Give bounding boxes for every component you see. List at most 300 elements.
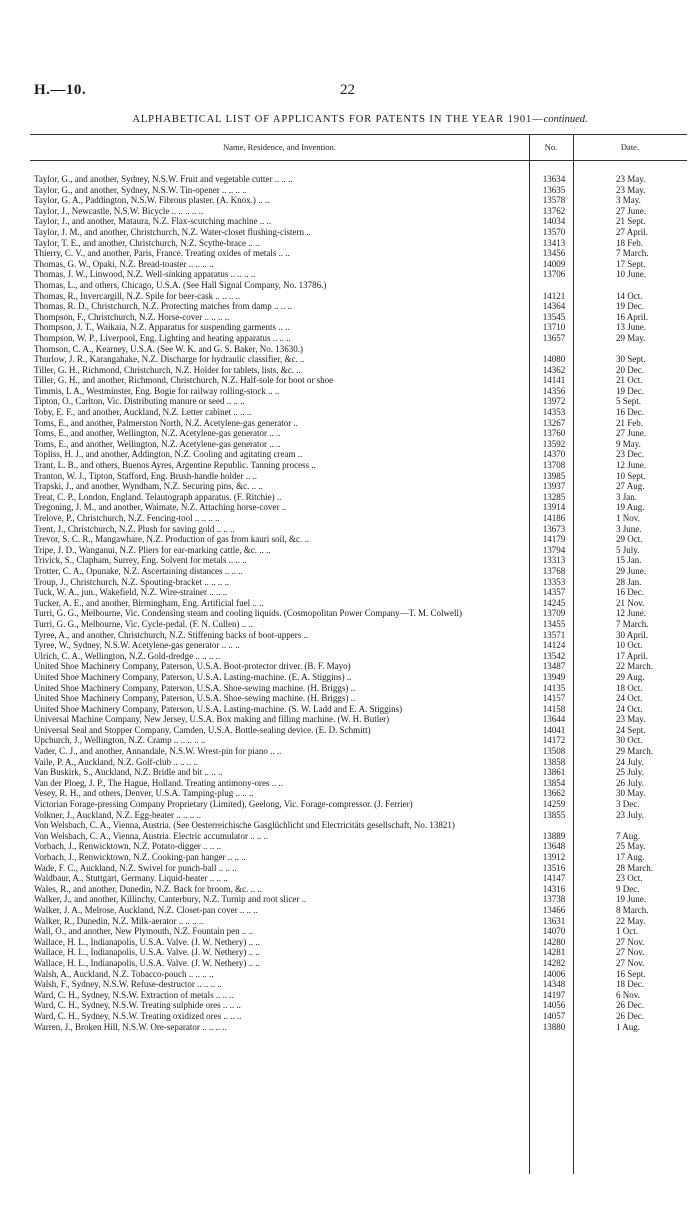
patent-number: 14141	[542, 375, 566, 386]
applicant-entry: Trevor, S. C. R., Mangawhare, N.Z. Production of gas from kauri soil, &c. ..	[34, 534, 310, 545]
patent-date: 29 Aug.	[616, 671, 645, 682]
patent-number: 13508	[542, 746, 566, 757]
patent-number: 14158	[542, 703, 566, 714]
patent-date: 27 Nov.	[616, 957, 645, 968]
table-row	[34, 481, 687, 492]
patent-date: 22 March.	[616, 661, 653, 672]
patent-date: 16 April.	[616, 311, 649, 322]
applicant-entry: Taylor, G., and another, Sydney, N.S.W. Fruit and vegetable cutter .. .. ..	[34, 174, 293, 184]
patent-number: 13708	[542, 460, 566, 471]
table-row	[34, 630, 687, 641]
patent-date: 6 Nov.	[616, 989, 640, 1000]
applicant-entry: Walsh, F., Sydney, N.S.W. Refuse-destructor .. .. .. ..	[34, 979, 222, 990]
patent-date-cell	[572, 863, 682, 874]
applicant-entry: Turri, G. G., Melbourne, Vic. Condensing steam and cooling liquids. (Cosmopolitan Power Company—T. M. Colwell)	[34, 608, 463, 619]
table-row	[34, 947, 687, 958]
patent-date-cell	[572, 428, 682, 439]
applicant-entry: Topliss, H. J., and another, Addington, N.Z. Cooling and agitating cream ..	[34, 449, 303, 460]
table-row	[34, 683, 687, 694]
patent-date: 16 Sept.	[616, 968, 646, 979]
table-row	[34, 799, 687, 810]
applicant-entry: Troup, J., Christchurch, N.Z. Spouting-bracket .. .. .. ..	[34, 576, 230, 587]
patent-date-cell	[572, 1000, 682, 1011]
patent-number: 13456	[542, 248, 566, 259]
patent-number: 13912	[542, 852, 566, 862]
column-header-name: Name, Residence, and Invention.	[223, 142, 336, 152]
table-row	[34, 502, 687, 513]
page-title	[40, 114, 680, 125]
applicant-entry: Warren, J., Broken Hill, N.S.W. Ore-separator .. .. .. ..	[34, 1021, 227, 1032]
table-row	[34, 873, 687, 884]
patent-number: 13762	[542, 205, 566, 216]
patent-date: 17 Sept.	[616, 258, 646, 269]
patent-date: 16 Dec.	[616, 407, 644, 418]
applicant-entry: Volkner, J., Auckland, N.Z. Egg-beater .. .. .. ..	[34, 809, 201, 820]
patent-date: 21 Feb.	[616, 417, 643, 428]
applicant-entry: Taylor, J., and another, Mataura, N.Z. Flax-scutching machine .. ..	[34, 216, 272, 227]
applicant-entry: Tipton, O., Carlton, Vic. Distributing manure or seed .. .. ..	[34, 396, 245, 407]
patent-number: 13353	[542, 576, 566, 587]
table-row	[34, 820, 687, 831]
patent-date: 18 Oct.	[616, 682, 643, 693]
table-row	[34, 788, 687, 799]
patent-number: 13985	[542, 470, 566, 481]
applicant-entry: Taylor, T. E., and another, Christchurch, N.Z. Scythe-brace .. ..	[34, 237, 260, 248]
patent-date-cell	[572, 608, 682, 619]
patent-date-cell	[572, 460, 682, 471]
table-row	[34, 291, 687, 302]
patent-date-cell	[572, 990, 682, 1001]
patent-date-cell	[572, 291, 682, 302]
table-row	[34, 185, 687, 196]
patent-date-cell	[572, 640, 682, 651]
applicant-entry: Van Buskirk, S., Auckland, N.Z. Bridle and bit .. .. ..	[34, 767, 223, 778]
table-row	[34, 1011, 687, 1022]
patent-number: 13760	[542, 428, 566, 439]
applicant-entry: Turri, G. G., Melbourne, Vic. Cycle-pedal. (F. N. Cullen) .. ..	[34, 618, 253, 629]
patent-date-cell	[572, 947, 682, 958]
patent-number: 14009	[542, 258, 566, 269]
applicant-entry: Vader, C. J., and another, Annandale, N.S.W. Wrest-pin for piano .. ..	[34, 746, 282, 757]
patent-date: 23 Dec.	[616, 449, 644, 460]
patent-date-cell	[572, 916, 682, 927]
patent-date: 30 Oct.	[616, 735, 643, 746]
applicant-entry: Vorbach, J., Renwicktown, N.Z. Cooking-pan hanger .. .. ..	[34, 852, 246, 862]
applicant-entry: Treat, C. P., London, England. Telautograph apparatus. (F. Ritchie) ..	[34, 491, 282, 502]
applicant-entry: Thompson, W. P., Liverpool, Eng. Lighting and heating apparatus .. .. ..	[34, 332, 291, 343]
patent-date-cell	[572, 630, 682, 641]
patent-date: 8 March.	[616, 904, 649, 915]
table-row	[34, 905, 687, 916]
patent-date-cell	[572, 767, 682, 778]
applicant-entry: Walker, R., Dunedin, N.Z. Milk-aerator .. .. .. ..	[34, 915, 204, 926]
applicant-entry: United Shoe Machinery Company, Paterson, U.S.A. Shoe-sewing machine. (H. Briggs) ..	[34, 693, 356, 704]
applicant-entry: Tiller, G. H., and another, Richmond, Christchurch, N.Z. Half-sole for boot or shoe	[34, 375, 334, 386]
applicant-entry: Tucker, A. E., and another, Birmingham, Eng. Artificial fuel .. ..	[34, 597, 264, 608]
patent-date-cell	[572, 354, 682, 365]
patent-date-cell	[572, 820, 682, 831]
table-row	[34, 322, 687, 333]
patent-date-cell	[572, 746, 682, 757]
patent-date: 15 Jan.	[616, 555, 642, 566]
patent-date-cell	[572, 248, 682, 259]
table-row	[34, 704, 687, 715]
table-row	[34, 841, 687, 852]
patent-number: 14280	[542, 936, 566, 947]
patent-date: 27 Aug.	[616, 481, 645, 492]
patent-date-cell	[572, 481, 682, 492]
applicant-entry: Thierry, C. V., and another, Paris, France. Treating oxides of metals .. ..	[34, 248, 290, 259]
patent-number: 13635	[542, 184, 566, 195]
patent-number: 13710	[542, 322, 566, 333]
patent-number: 13466	[542, 904, 566, 915]
applicant-entry: Victorian Forage-pressing Company Proprietary (Limited), Geelong, Vic. Forage-compressor. (J. Ferrier)	[34, 799, 413, 810]
table-row	[34, 863, 687, 874]
patent-date: 29 May.	[616, 332, 646, 343]
applicant-entry: Tranton, W. J., Tipton, Stafford, Eng. Brush-handle holder .. ..	[34, 470, 258, 481]
applicant-entry: Ward, C. H., Sydney, N.S.W. Treating sulphide ores .. .. ..	[34, 1000, 241, 1011]
table-row	[34, 714, 687, 725]
patent-number: 13542	[542, 650, 566, 661]
patent-date-cell	[572, 841, 682, 852]
patent-date: 19 Dec.	[616, 385, 644, 396]
table-row	[34, 418, 687, 429]
patent-number: 13592	[542, 438, 566, 449]
patent-date-cell	[572, 185, 682, 196]
table-row	[34, 1022, 687, 1033]
patent-number: 13914	[542, 502, 566, 513]
patent-date-cell	[572, 810, 682, 821]
patent-date: 9 Dec.	[616, 883, 640, 894]
patent-date-cell	[572, 905, 682, 916]
applicant-entry: Thompson, J. T., Waikaia, N.Z. Apparatus for suspending garments .. ..	[34, 322, 290, 333]
patent-date: 24 Oct.	[616, 703, 643, 714]
applicant-entry: Tiller, G. H., Richmond, Christchurch, N.Z. Holder for tablets, lists, &c. ..	[34, 364, 301, 375]
table-row	[34, 916, 687, 927]
table-row	[34, 375, 687, 386]
patent-number: 14006	[542, 968, 566, 979]
patent-date: 29 Oct.	[616, 534, 643, 545]
patent-date: 3 Dec.	[616, 799, 640, 810]
patent-date: 5 Sept.	[616, 396, 642, 407]
patent-date: 23 May.	[616, 714, 646, 725]
patent-date: 21 Sept.	[616, 216, 646, 227]
table-row	[34, 195, 687, 206]
patent-date-cell	[572, 471, 682, 482]
patent-date-cell	[572, 757, 682, 768]
patent-date: 1 Nov.	[616, 513, 640, 523]
table-row	[34, 608, 687, 619]
patent-date: 16 Dec.	[616, 587, 644, 598]
patent-date: 1 Aug.	[616, 1021, 641, 1032]
patent-date-cell	[572, 587, 682, 598]
patent-number: 13413	[542, 237, 566, 248]
table-row	[34, 619, 687, 630]
patent-number: 14364	[542, 301, 566, 312]
table-row	[34, 248, 687, 259]
patent-number: 14357	[542, 587, 566, 598]
applicant-entry: Taylor, J. M., and another, Christchurch, N.Z. Water-closet flushing-cistern ..	[34, 226, 311, 237]
patent-number: 13545	[542, 311, 566, 322]
patent-date-cell	[572, 269, 682, 280]
patent-date-cell	[572, 174, 682, 185]
table-row	[34, 831, 687, 842]
patent-number: 14157	[542, 693, 566, 704]
patent-number: 13455	[542, 618, 566, 629]
patent-number: 13578	[542, 195, 566, 206]
patent-date: 26 July.	[616, 777, 644, 788]
patent-date: 3 June.	[616, 523, 642, 534]
patent-date-cell	[572, 344, 682, 355]
patent-date-cell	[572, 439, 682, 450]
patent-date-cell	[572, 301, 682, 312]
patent-date: 21 Nov.	[616, 597, 645, 608]
patent-date: 19 Aug.	[616, 502, 645, 513]
patent-date-cell	[572, 322, 682, 333]
patent-date-cell	[572, 407, 682, 418]
table-row	[34, 396, 687, 407]
patent-date: 26 Dec.	[616, 1010, 644, 1021]
table-row	[34, 725, 687, 736]
patent-date-cell	[572, 1022, 682, 1033]
table-row	[34, 969, 687, 980]
patent-number: 13854	[542, 777, 566, 788]
patent-date: 24 July.	[616, 756, 644, 767]
patent-number: 13571	[542, 629, 566, 640]
table-row	[34, 492, 687, 503]
patent-number: 13738	[542, 894, 566, 905]
patent-date: 17 April.	[616, 650, 649, 661]
applicant-entry: Upchurch, J., Wellington, N.Z. Cramp .. .. .. .. ..	[34, 735, 206, 746]
table-row	[34, 428, 687, 439]
applicant-entry: Thomas, J. W., Linwood, N.Z. Well-sinking apparatus .. .. .. ..	[34, 269, 256, 280]
patent-number: 14080	[542, 354, 566, 365]
applicant-entry: Thomas, L., and others, Chicago, U.S.A. (See Hall Signal Company, No. 13786.)	[34, 279, 327, 290]
table-row	[34, 555, 687, 566]
patent-date-cell	[572, 259, 682, 270]
patent-date-cell	[572, 714, 682, 725]
patent-date-cell	[572, 502, 682, 513]
table-row	[34, 661, 687, 672]
patent-date: 14 Oct.	[616, 290, 643, 301]
column-header-number: No.	[544, 142, 558, 152]
patent-date-cell	[572, 280, 682, 291]
patent-date-cell	[572, 513, 682, 524]
table-row	[34, 206, 687, 217]
patent-number: 14356	[542, 385, 566, 396]
table-header-rule	[30, 160, 687, 161]
patent-number: 14056	[542, 1000, 566, 1011]
applicant-entry: Toms, E., and another, Palmerston North, N.Z. Acetylene-gas generator ..	[34, 417, 298, 428]
patent-number: 13634	[542, 174, 566, 184]
table-row	[34, 545, 687, 556]
page-id: H.—10.	[34, 82, 87, 98]
table-row	[34, 344, 687, 355]
patent-date-cell	[572, 1011, 682, 1022]
table-row	[34, 735, 687, 746]
applicant-entry: Toms, E., and another, Wellington, N.Z. Acetylene-gas generator .. ..	[34, 428, 281, 439]
patent-number: 14147	[542, 873, 566, 884]
applicant-entry: Timmis, I. A., Westminster, Eng. Bogie for railway rolling-stock .. ..	[34, 385, 280, 396]
patent-date-cell	[572, 418, 682, 429]
patent-date: 17 Aug.	[616, 852, 645, 862]
patent-date: 29 June.	[616, 565, 646, 576]
patent-date-cell	[572, 693, 682, 704]
patent-number: 13313	[542, 555, 566, 566]
patent-date: 1 Oct.	[616, 926, 638, 937]
applicant-entry: Waldbaur, A., Stuttgart, Germany. Liquid-heater .. .. ..	[34, 873, 228, 884]
applicant-entry: Walsh, A., Auckland, N.Z. Tobacco-pouch .. .. .. ..	[34, 968, 214, 979]
patent-number: 14124	[542, 640, 566, 651]
applicant-entry: Wall, O., and another, New Plymouth, N.Z. Fountain pen .. ..	[34, 926, 254, 937]
applicant-entry: Trotter, C. A., Opunake, N.Z. Ascertaining distances .. .. ..	[34, 565, 243, 576]
applicant-entry: Toms, E., and another, Wellington, N.Z. Acetylene-gas generator .. ..	[34, 438, 281, 449]
patent-date-cell	[572, 778, 682, 789]
patent-date-cell	[572, 216, 682, 227]
table-row	[34, 174, 687, 185]
applicant-entry: Von Welsbach, C. A., Vienna, Austria. Electric accumulator .. .. ..	[34, 830, 269, 841]
patent-number: 14121	[542, 290, 566, 301]
table-row	[34, 746, 687, 757]
patent-date-cell	[572, 555, 682, 566]
table-row	[34, 926, 687, 937]
patent-date-cell	[572, 894, 682, 905]
patent-date: 5 July.	[616, 544, 640, 555]
applicant-entry: United Shoe Machinery Company, Paterson, U.S.A. Shoe-sewing machine. (H. Briggs) ..	[34, 682, 356, 693]
patent-date-cell	[572, 926, 682, 937]
table-row	[34, 439, 687, 450]
table-row	[34, 534, 687, 545]
column-header-date: Date.	[620, 142, 640, 152]
patent-date-cell	[572, 831, 682, 842]
patent-date: 3 May.	[616, 195, 641, 206]
patent-date: 30 May.	[616, 788, 646, 799]
applicant-entry: Vesey, R. H., and others, Denver, U.S.A. Tamping-plug .. .. ..	[34, 788, 254, 799]
patent-number: 14259	[542, 799, 566, 810]
patent-date: 24 Oct.	[616, 693, 643, 704]
patent-date-cell	[572, 598, 682, 609]
patent-date: 10 June.	[616, 269, 646, 280]
patent-date-cell	[572, 852, 682, 863]
applicant-entry: Ulrich, C. A., Wellington, N.Z. Gold-dredge .. .. .. ..	[34, 650, 221, 661]
table-row	[34, 1000, 687, 1011]
patent-number: 13570	[542, 226, 566, 237]
patent-number: 14070	[542, 926, 566, 937]
patent-date-cell	[572, 735, 682, 746]
applicant-entry: Tregoning, J. M., and another, Waimate, N.Z. Attaching horse-cover ..	[34, 502, 287, 513]
patent-date-cell	[572, 227, 682, 238]
patent-number: 14362	[542, 364, 566, 375]
patent-number: 13709	[542, 608, 566, 619]
table-row	[34, 693, 687, 704]
table-row	[34, 407, 687, 418]
patent-date-cell	[572, 799, 682, 810]
patent-number: 13706	[542, 269, 566, 280]
applicant-entry: Wallace, H. L., Indianapolis, U.S.A. Valve. (J. W. Nethery) .. ..	[34, 947, 260, 958]
patent-date-cell	[572, 566, 682, 577]
table-row	[34, 990, 687, 1001]
patent-date-cell	[572, 788, 682, 799]
patent-date: 23 May.	[616, 174, 646, 184]
patent-number: 13937	[542, 481, 566, 492]
patent-date-cell	[572, 683, 682, 694]
page-title-continued: continued.	[543, 114, 588, 125]
patent-date: 28 March.	[616, 862, 653, 873]
applicant-entry: Toby, E. F., and another, Auckland, N.Z. Letter cabinet .. .. ..	[34, 407, 252, 418]
patent-date: 22 May.	[616, 915, 646, 926]
patent-date-cell	[572, 651, 682, 662]
patent-number: 13794	[542, 544, 566, 555]
patent-number: 14245	[542, 597, 566, 608]
table-row	[34, 354, 687, 365]
patent-date: 21 Oct.	[616, 375, 643, 386]
applicant-entry: Wales, R., and another, Dunedin, N.Z. Back for broom, &c. .. ..	[34, 883, 262, 894]
patent-date-cell	[572, 524, 682, 535]
applicant-entry: Ward, C. H., Sydney, N.S.W. Extraction of metals .. .. ..	[34, 989, 234, 1000]
patent-date: 24 Sept.	[616, 724, 646, 735]
patent-number: 14034	[542, 216, 566, 227]
applicant-entry: Thurlow, J. R., Karangahake, N.Z. Discharge for hydraulic classifier, &c. ..	[34, 354, 305, 365]
patent-date-cell	[572, 492, 682, 503]
applicant-entry: Taylor, J., Newcastle, N.S.W. Bicycle .. .. .. .. ..	[34, 205, 204, 216]
patent-number: 13949	[542, 671, 566, 682]
patent-date: 27 Nov.	[616, 947, 645, 958]
applicant-entry: Thomas, G. W., Opaki, N.Z. Bread-toaster .. .. .. ..	[34, 258, 214, 269]
table-row	[34, 767, 687, 778]
patent-date-cell	[572, 312, 682, 323]
table-row	[34, 577, 687, 588]
table-row	[34, 333, 687, 344]
applicant-entry: Vorbach, J., Renwicktown, N.Z. Potato-digger .. .. ..	[34, 841, 222, 852]
patent-date-cell	[572, 884, 682, 895]
patent-number: 14135	[542, 682, 566, 693]
table-row	[34, 312, 687, 323]
applicant-entry: Wade, F. C., Auckland, N.Z. Swivel for punch-ball .. .. ..	[34, 862, 237, 873]
applicant-entry: Universal Machine Company, New Jersey, U.S.A. Box making and filling machine. (W. H. Butler)	[34, 714, 390, 725]
patent-date-cell	[572, 672, 682, 683]
patent-date-cell	[572, 534, 682, 545]
applicant-entry: Trapski, J., and another, Wyndham, N.Z. Securing pins, &c. .. ..	[34, 481, 263, 492]
patent-date-cell	[572, 619, 682, 630]
patent-number: 13516	[542, 862, 566, 873]
applicant-entry: Trent, J., Christchurch, N.Z. Plush for saving gold .. .. ..	[34, 523, 235, 534]
patent-number: 13889	[542, 830, 566, 841]
patent-date-cell	[572, 195, 682, 206]
patent-number: 13644	[542, 714, 566, 725]
table-row	[34, 449, 687, 460]
applicant-entry: Thomas, R. D., Christchurch, N.Z. Protecting matches from damp .. .. ..	[34, 301, 292, 312]
patent-number: 13858	[542, 756, 566, 767]
table-row	[34, 587, 687, 598]
applicant-entry: Thompson, F., Christchurch, N.Z. Horse-cover .. .. .. ..	[34, 311, 230, 322]
patent-date: 27 June.	[616, 205, 646, 216]
table-row	[34, 227, 687, 238]
patent-date: 3 Jan.	[616, 491, 637, 502]
table-row	[34, 460, 687, 471]
patent-date: 27 Nov.	[616, 936, 645, 947]
applicant-entry: Taylor, G., and another, Sydney, N.S.W. Tin-opener .. .. .. ..	[34, 184, 247, 195]
applicant-entry: Universal Seal and Stopper Company, Camden, U.S.A. Bottle-sealing device. (E. D. Schmitt)	[34, 724, 371, 735]
applicant-entry: United Shoe Machinery Company, Paterson, U.S.A. Lasting-machine. (S. W. Ladd and E. A. Stiggins)	[34, 703, 403, 714]
patent-number: 13267	[542, 417, 566, 428]
applicant-entry: Trelove, P., Christchurch, N.Z. Fencing-tool .. .. .. ..	[34, 513, 220, 523]
patent-date: 29 March.	[616, 746, 653, 757]
table-row	[34, 269, 687, 280]
patent-number: 14316	[542, 883, 566, 894]
patent-date-cell	[572, 979, 682, 990]
patent-number: 14370	[542, 449, 566, 460]
patent-number: 13631	[542, 915, 566, 926]
